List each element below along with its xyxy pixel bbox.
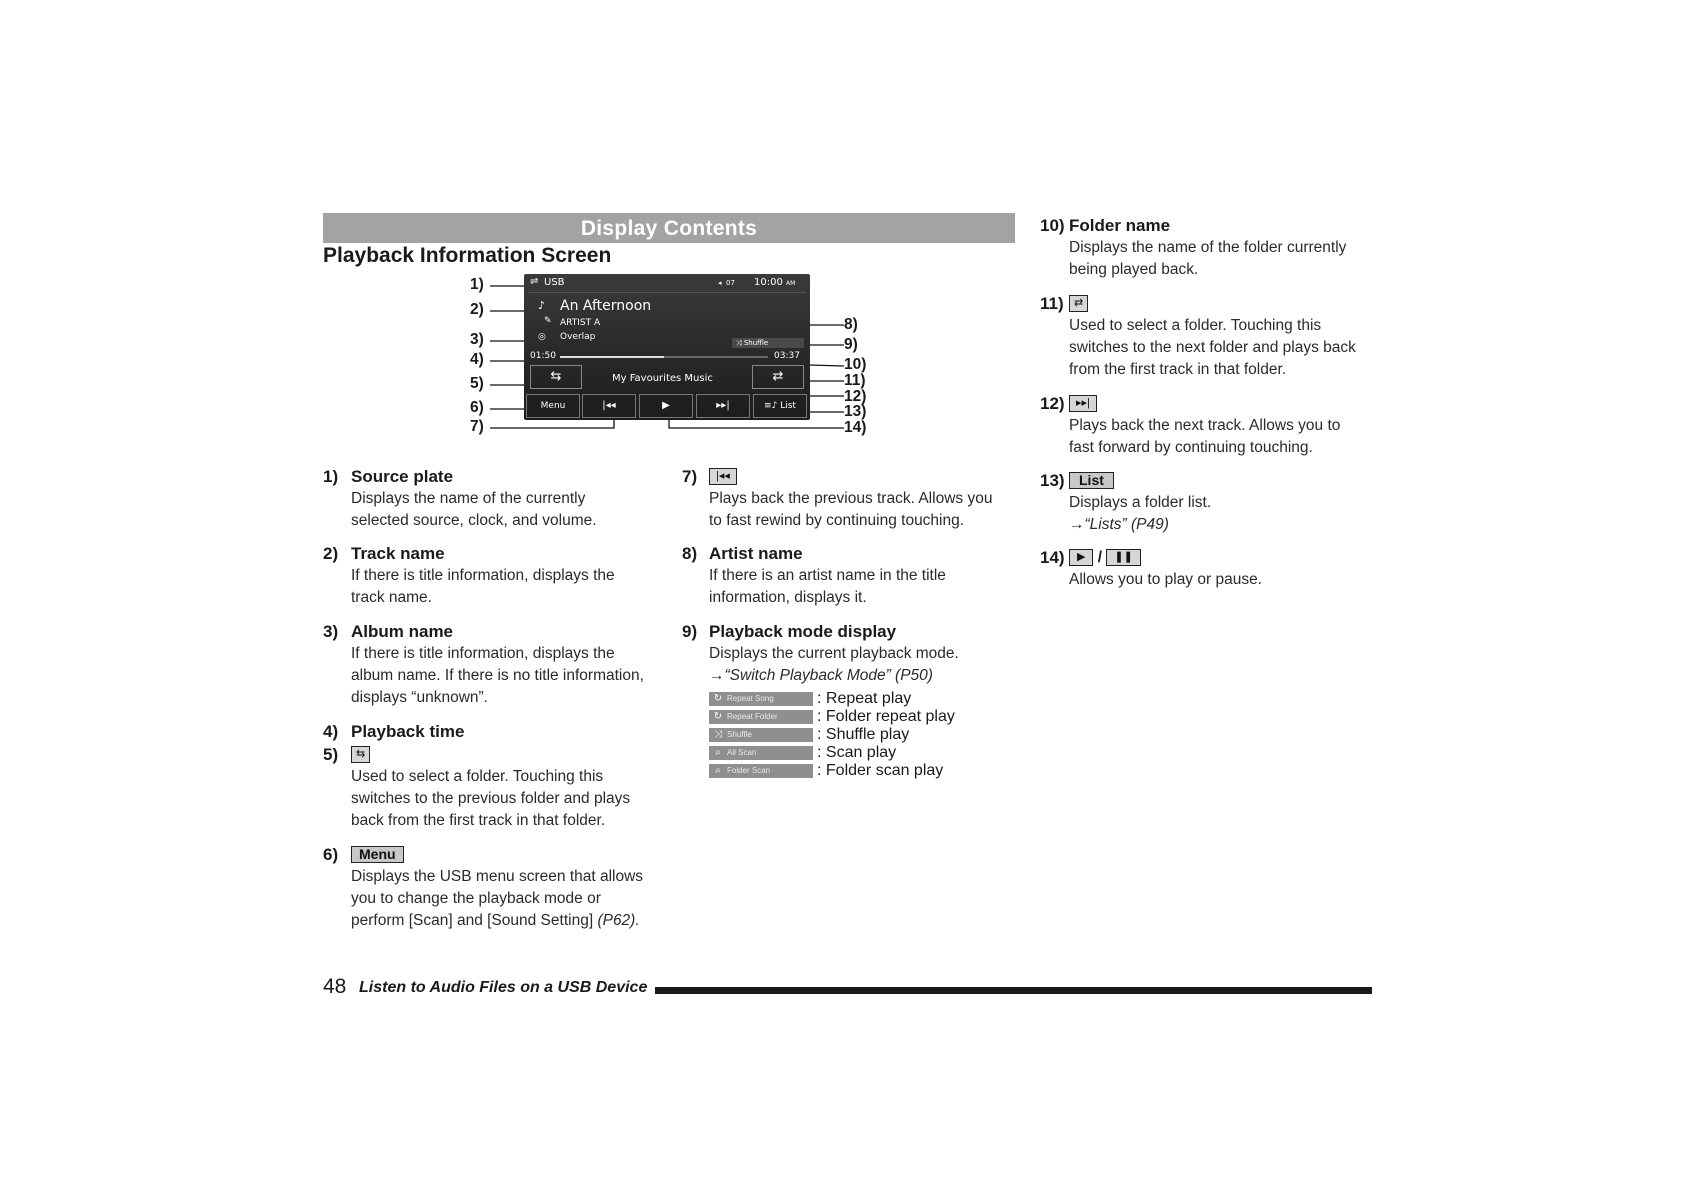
- play-button[interactable]: [639, 394, 693, 418]
- list-icon: ≡♪: [764, 401, 778, 411]
- item-desc-line: Displays the name of the currently: [351, 490, 586, 507]
- item-number: 8): [682, 544, 698, 563]
- clock: 10:00: [754, 277, 783, 288]
- play-icon: ▶: [662, 400, 670, 411]
- callout-1: 1): [470, 276, 484, 293]
- page-reference: →“Lists” (P49): [1069, 516, 1169, 533]
- item-11: [1040, 293, 1385, 381]
- item-title: Folder name: [1069, 216, 1171, 235]
- playback-mode-list: [709, 690, 1009, 782]
- mode-chip: [709, 692, 813, 706]
- shuffle-icon: ⤨: [714, 728, 722, 740]
- folder-name: My Favourites Music: [612, 373, 713, 384]
- source-plate[interactable]: [528, 275, 806, 293]
- skip-forward-icon: ▸▸|: [1069, 395, 1097, 412]
- item-9: [682, 621, 1012, 687]
- item-number: 3): [323, 622, 339, 641]
- item-10: [1040, 215, 1385, 281]
- elapsed-time: 01:50: [530, 351, 556, 361]
- footer-title: Listen to Audio Files on a USB Device: [359, 979, 648, 996]
- mode-chip-label: All Scan: [727, 747, 757, 757]
- section-banner: Display Contents: [323, 213, 1015, 243]
- device-screen: [524, 274, 810, 420]
- playback-mode-badge: [732, 338, 804, 348]
- mode-row-repeat-song: [709, 690, 911, 708]
- next-track-button[interactable]: [696, 394, 750, 418]
- mode-row-folder-scan: [709, 762, 943, 780]
- item-14: [1040, 547, 1385, 591]
- item-1: [323, 466, 663, 532]
- callout-4: 4): [470, 351, 484, 368]
- item-desc-line: switches to the next folder and plays back: [1069, 339, 1356, 356]
- mode-row-repeat-folder: [709, 708, 955, 726]
- callout-7: 7): [470, 418, 484, 435]
- menu-button-glyph: Menu: [351, 846, 404, 863]
- mode-label: : Repeat play: [817, 690, 912, 707]
- play-icon: ▶: [1069, 549, 1093, 566]
- mode-chip-label: Shuffle: [727, 729, 752, 739]
- callout-3: 3): [470, 331, 484, 348]
- callout-8: 8): [844, 316, 858, 333]
- item-desc-line: If there is title information, displays the: [351, 645, 615, 662]
- repeat-song-icon: ↻: [713, 692, 723, 704]
- item-5: [323, 744, 663, 832]
- item-desc-line: Displays a folder list.: [1069, 494, 1212, 511]
- list-button[interactable]: [753, 394, 807, 418]
- item-number: 5): [323, 745, 339, 764]
- item-4: [323, 721, 663, 743]
- volume-icon: ◂: [718, 279, 722, 287]
- item-desc-line: Displays the current playback mode.: [709, 645, 959, 662]
- item-desc-line: displays “unknown”.: [351, 689, 488, 706]
- item-desc-line: to fast rewind by continuing touching.: [709, 512, 965, 529]
- callout-10: 10): [844, 356, 867, 373]
- item-desc-line: from the first track in that folder.: [1069, 361, 1287, 378]
- mode-chip-label: Repeat Folder: [727, 711, 778, 721]
- callout-11: 11): [844, 372, 866, 389]
- item-7: [682, 466, 1012, 532]
- item-number: 10): [1040, 216, 1065, 235]
- mode-badge-label: Shuffle: [743, 339, 769, 347]
- mode-chip: [709, 728, 813, 742]
- folder-next-icon: ⇄: [772, 369, 784, 384]
- item-number: 14): [1040, 548, 1065, 567]
- folder-prev-icon: ⇆: [550, 369, 562, 384]
- next-folder-button[interactable]: [752, 365, 804, 389]
- item-desc-line: Displays the USB menu screen that allows: [351, 868, 644, 885]
- usb-icon: ⇌: [530, 276, 539, 287]
- mode-row-shuffle: [709, 726, 909, 744]
- repeat-folder-icon: ↻: [713, 710, 723, 722]
- mode-row-all-scan: [709, 744, 896, 762]
- item-6: [323, 844, 668, 932]
- item-desc-line: Plays back the previous track. Allows you: [709, 490, 993, 507]
- item-desc-line: If there is an artist name in the title: [709, 567, 946, 584]
- item-desc-line: track name.: [351, 589, 432, 606]
- item-desc-line: Allows you to play or pause.: [1069, 571, 1262, 588]
- item-number: 12): [1040, 394, 1065, 413]
- list-button-glyph: List: [1069, 472, 1114, 489]
- item-desc-line: selected source, clock, and volume.: [351, 512, 597, 529]
- mode-chip: [709, 746, 813, 760]
- item-desc-line: album name. If there is no title information,: [351, 667, 644, 684]
- album-icon: ◎: [538, 332, 546, 342]
- item-3: [323, 621, 663, 709]
- pause-icon: ❚❚: [1106, 549, 1140, 566]
- item-desc-line: switches to the previous folder and plays: [351, 790, 631, 807]
- skip-forward-icon: ▸▸|: [716, 400, 730, 411]
- total-time: 03:37: [774, 351, 800, 361]
- item-2: [323, 543, 663, 609]
- folder-next-icon: ⇄: [1069, 295, 1088, 312]
- previous-folder-button[interactable]: [530, 365, 582, 389]
- item-desc-line: information, displays it.: [709, 589, 867, 606]
- item-desc-line: fast forward by continuing touching.: [1069, 439, 1313, 456]
- item-title: Playback mode display: [709, 622, 897, 641]
- mode-label: : Shuffle play: [817, 726, 910, 743]
- item-desc-line: If there is title information, displays the: [351, 567, 615, 584]
- scan-icon: ⌕: [715, 746, 721, 758]
- artist-icon: ✎: [544, 316, 552, 326]
- page-reference: (P62).: [597, 912, 640, 929]
- item-desc-line: you to change the playback mode or: [351, 890, 601, 907]
- callout-13: 13): [844, 403, 867, 420]
- volume-value: 07: [726, 279, 735, 287]
- folder-prev-icon: ⇆: [351, 746, 370, 763]
- source-label: USB: [544, 277, 565, 288]
- item-number: 4): [323, 722, 339, 741]
- shuffle-icon: ⤨: [736, 339, 742, 347]
- menu-button[interactable]: Menu: [526, 394, 580, 418]
- callout-6: 6): [470, 399, 484, 416]
- skip-back-icon: |◂◂: [709, 468, 737, 485]
- progress-fill: [560, 356, 664, 358]
- folder-scan-icon: ⌕: [715, 764, 721, 776]
- music-note-icon: ♪: [538, 299, 546, 312]
- item-12: [1040, 393, 1385, 459]
- item-number: 6): [323, 845, 339, 864]
- item-desc-line: perform [Scan] and [Sound Setting]: [351, 912, 594, 929]
- mode-label: : Scan play: [817, 744, 897, 761]
- item-desc-line: Displays the name of the folder currently: [1069, 239, 1347, 256]
- mode-label: : Folder scan play: [817, 762, 944, 779]
- item-desc-line: back from the first track in that folder.: [351, 812, 606, 829]
- item-title: Track name: [351, 544, 445, 563]
- item-number: 7): [682, 467, 698, 486]
- item-title: Source plate: [351, 467, 454, 486]
- album-name: Overlap: [560, 332, 596, 342]
- item-number: 2): [323, 544, 339, 563]
- mode-label: : Folder repeat play: [817, 708, 955, 725]
- item-13: [1040, 470, 1385, 536]
- playback-screen-diagram: [440, 272, 880, 442]
- artist-name: ARTIST A: [560, 318, 601, 328]
- callout-14: 14): [844, 419, 867, 436]
- mode-chip-label: Folder Scan: [727, 765, 771, 775]
- item-8: [682, 543, 1012, 609]
- separator: /: [1097, 549, 1103, 566]
- progress-bar[interactable]: [560, 356, 768, 358]
- item-title: Album name: [351, 622, 454, 641]
- mode-chip: [709, 710, 813, 724]
- item-desc-line: Plays back the next track. Allows you to: [1069, 417, 1341, 434]
- list-label: List: [780, 401, 796, 411]
- item-title: Playback time: [351, 722, 465, 741]
- track-name: An Afternoon: [560, 298, 652, 314]
- item-number: 1): [323, 467, 339, 486]
- callout-12: 12): [844, 388, 867, 405]
- callout-9: 9): [844, 336, 858, 353]
- item-number: 11): [1040, 294, 1064, 313]
- item-number: 9): [682, 622, 698, 641]
- footer-rule: [655, 987, 1372, 994]
- skip-back-icon: |◂◂: [602, 400, 616, 411]
- mode-chip: [709, 764, 813, 778]
- callout-2: 2): [470, 301, 484, 318]
- clock-suffix: AM: [786, 280, 796, 287]
- callout-5: 5): [470, 375, 484, 392]
- page-subtitle: Playback Information Screen: [323, 244, 612, 267]
- page-number: 48: [323, 975, 347, 998]
- item-number: 13): [1040, 471, 1065, 490]
- item-title: Artist name: [709, 544, 803, 563]
- item-desc-line: being played back.: [1069, 261, 1199, 278]
- item-desc-line: Used to select a folder. Touching this: [351, 768, 604, 785]
- page-reference: →“Switch Playback Mode” (P50): [709, 667, 933, 684]
- previous-track-button[interactable]: [582, 394, 636, 418]
- item-desc-line: Used to select a folder. Touching this: [1069, 317, 1322, 334]
- mode-chip-label: Repeat Song: [727, 693, 774, 703]
